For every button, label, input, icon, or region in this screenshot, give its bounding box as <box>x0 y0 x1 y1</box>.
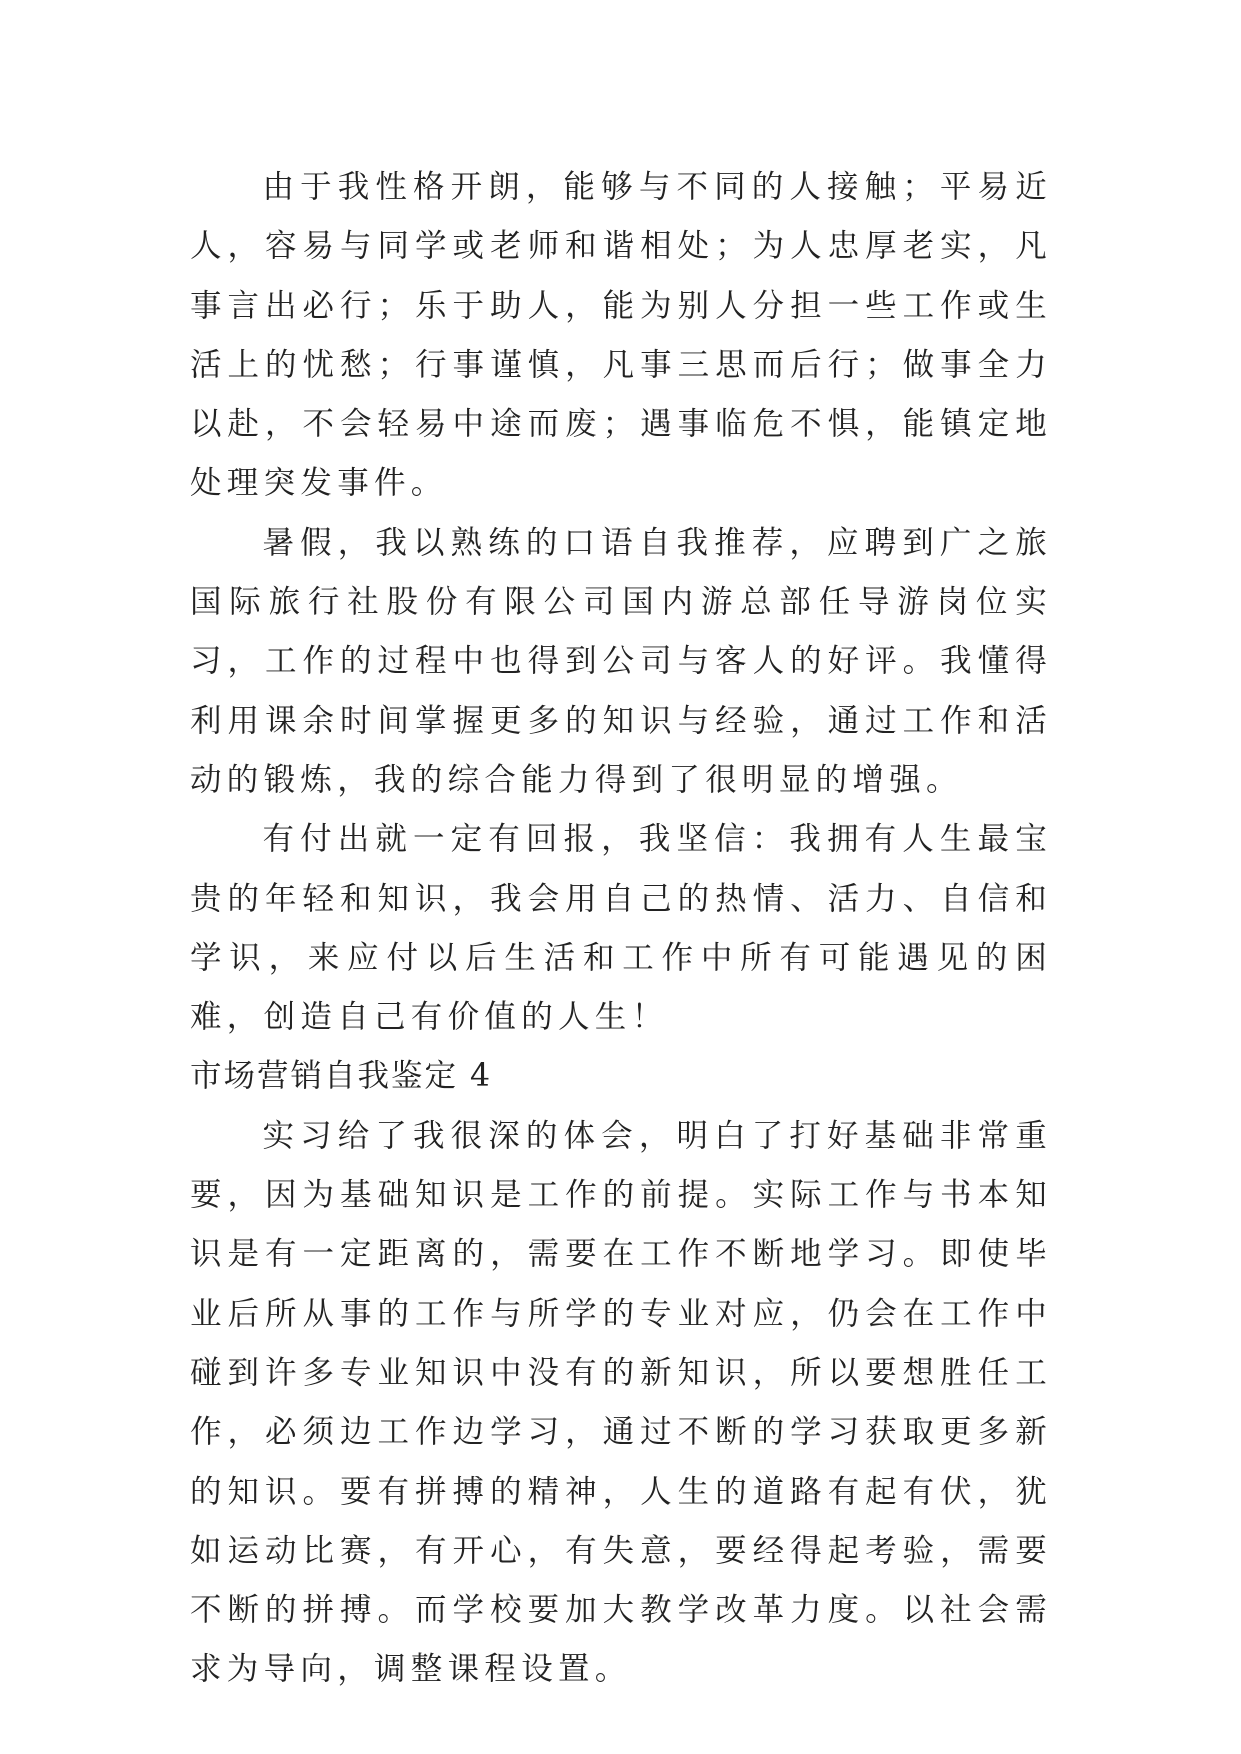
document-body <box>190 158 1052 1700</box>
paragraph-personality: 由于我性格开朗，能够与不同的人接触；平易近人，容易与同学或老师和谐相处；为人忠厚老实，凡事言出必行；乐于助人，能为别人分担一些工作或生活上的忧愁；行事谨慎，凡事三思而后行；做事全力以赴，不会轻易中途而废；遇事临危不惧，能镇定地处理突发事件。 <box>190 169 1052 502</box>
paragraph-conviction: 有付出就一定有回报，我坚信：我拥有人生最宝贵的年轻和知识，我会用自己的热情、活力、自信和学识，来应付以后生活和工作中所有可能遇见的困难，创造自己有价值的人生！ <box>190 821 1052 1036</box>
paragraph-practice-reflection: 实习给了我很深的体会，明白了打好基础非常重要，因为基础知识是工作的前提。实际工作与书本知识是有一定距离的，需要在工作不断地学习。即使毕业后所从事的工作与所学的专业对应，仍会在工作中碰到许多专业知识中没有的新知识，所以要想胜任工作，必须边工作边学习，通过不断的学习获取更多新的知识。要有拼搏的精神，人生的道路有起有伏，犹如运动比赛，有开心，有失意，要经得起考验，需要不断的拼搏。而学校要加大教学改革力度。以社会需求为导向，调整课程设置。 <box>190 1117 1052 1688</box>
section-heading: 市场营销自我鉴定 4 <box>190 1058 493 1095</box>
paragraph-internship: 暑假，我以熟练的口语自我推荐，应聘到广之旅国际旅行社股份有限公司国内游总部任导游岗位实习，工作的过程中也得到公司与客人的好评。我懂得利用课余时间掌握更多的知识与经验，通过工作和活动的锻炼，我的综合能力得到了很明显的增强。 <box>190 524 1052 798</box>
